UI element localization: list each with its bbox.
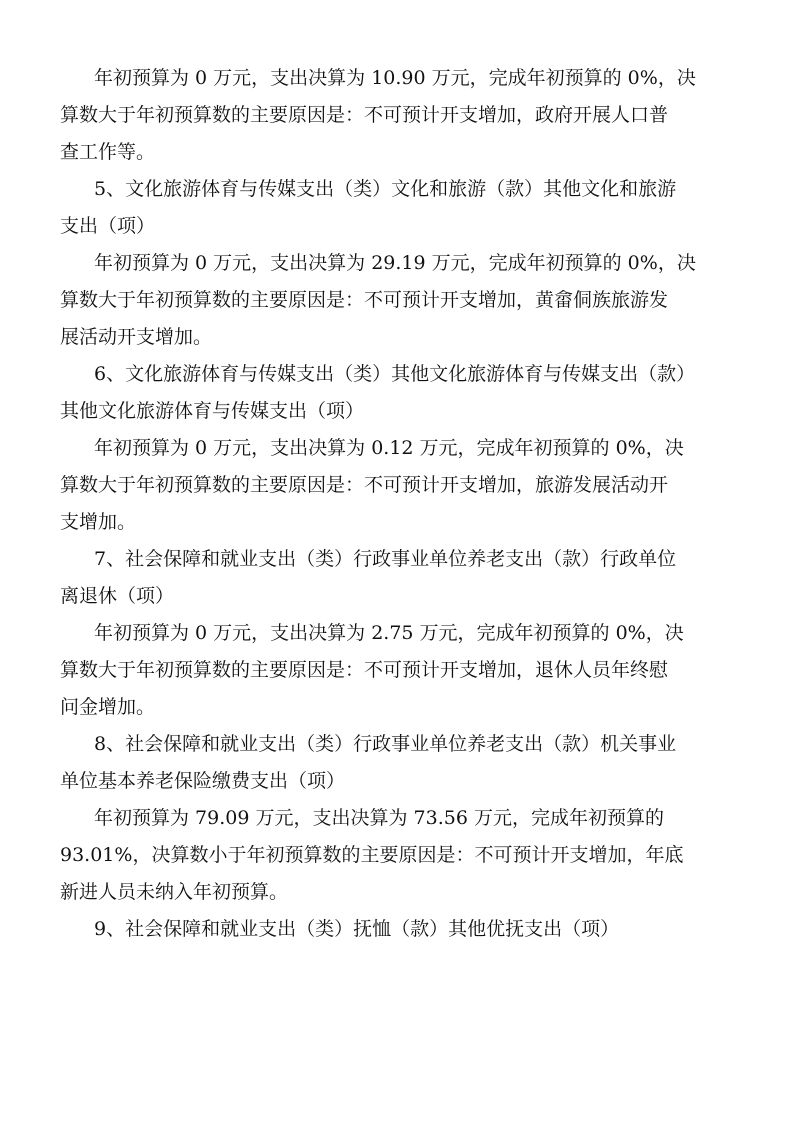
text-line: 问金增加。 <box>60 696 156 718</box>
text-line: 年初预算为 0 万元，支出决算为 10.90 万元，完成年初预算的 0%，决 <box>94 67 696 89</box>
section-heading: 5、文化旅游体育与传媒支出（类）文化和旅游（款）其他文化和旅游 <box>94 178 677 200</box>
text-line: 支增加。 <box>60 511 137 533</box>
section-heading: 6、文化旅游体育与传媒支出（类）其他文化旅游体育与传媒支出（款） <box>94 363 696 385</box>
text-line: 算数大于年初预算数的主要原因是：不可预计开支增加，政府开展人口普 <box>60 104 669 126</box>
text-line: 新进人员未纳入年初预算。 <box>60 881 289 903</box>
text-line: 展活动开支增加。 <box>60 326 213 348</box>
text-line: 93.01%，决算数小于年初预算数的主要原因是：不可预计开支增加，年底 <box>60 844 684 866</box>
text-line: 年初预算为 0 万元，支出决算为 2.75 万元，完成年初预算的 0%，决 <box>94 622 684 644</box>
section-heading: 7、社会保障和就业支出（类）行政事业单位养老支出（款）行政单位 <box>94 548 677 570</box>
text-line: 年初预算为 79.09 万元，支出决算为 73.56 万元，完成年初预算的 <box>94 807 664 829</box>
text-line: 年初预算为 0 万元，支出决算为 29.19 万元，完成年初预算的 0%，决 <box>94 252 696 274</box>
text-line: 年初预算为 0 万元，支出决算为 0.12 万元，完成年初预算的 0%，决 <box>94 437 684 459</box>
text-line: 算数大于年初预算数的主要原因是：不可预计开支增加，退休人员年终慰 <box>60 659 669 681</box>
text-line: 算数大于年初预算数的主要原因是：不可预计开支增加，旅游发展活动开 <box>60 474 669 496</box>
text-line: 查工作等。 <box>60 141 156 163</box>
section-heading: 离退休（项） <box>60 585 175 607</box>
section-heading: 单位基本养老保险缴费支出（项） <box>60 770 346 792</box>
section-heading: 8、社会保障和就业支出（类）行政事业单位养老支出（款）机关事业 <box>94 733 677 755</box>
section-heading: 9、社会保障和就业支出（类）抚恤（款）其他优抚支出（项） <box>94 918 620 940</box>
section-heading: 支出（项） <box>60 215 156 237</box>
section-heading: 其他文化旅游体育与传媒支出（项） <box>60 400 365 422</box>
document-body <box>60 60 733 948</box>
text-line: 算数大于年初预算数的主要原因是：不可预计开支增加，黄畲侗族旅游发 <box>60 289 669 311</box>
